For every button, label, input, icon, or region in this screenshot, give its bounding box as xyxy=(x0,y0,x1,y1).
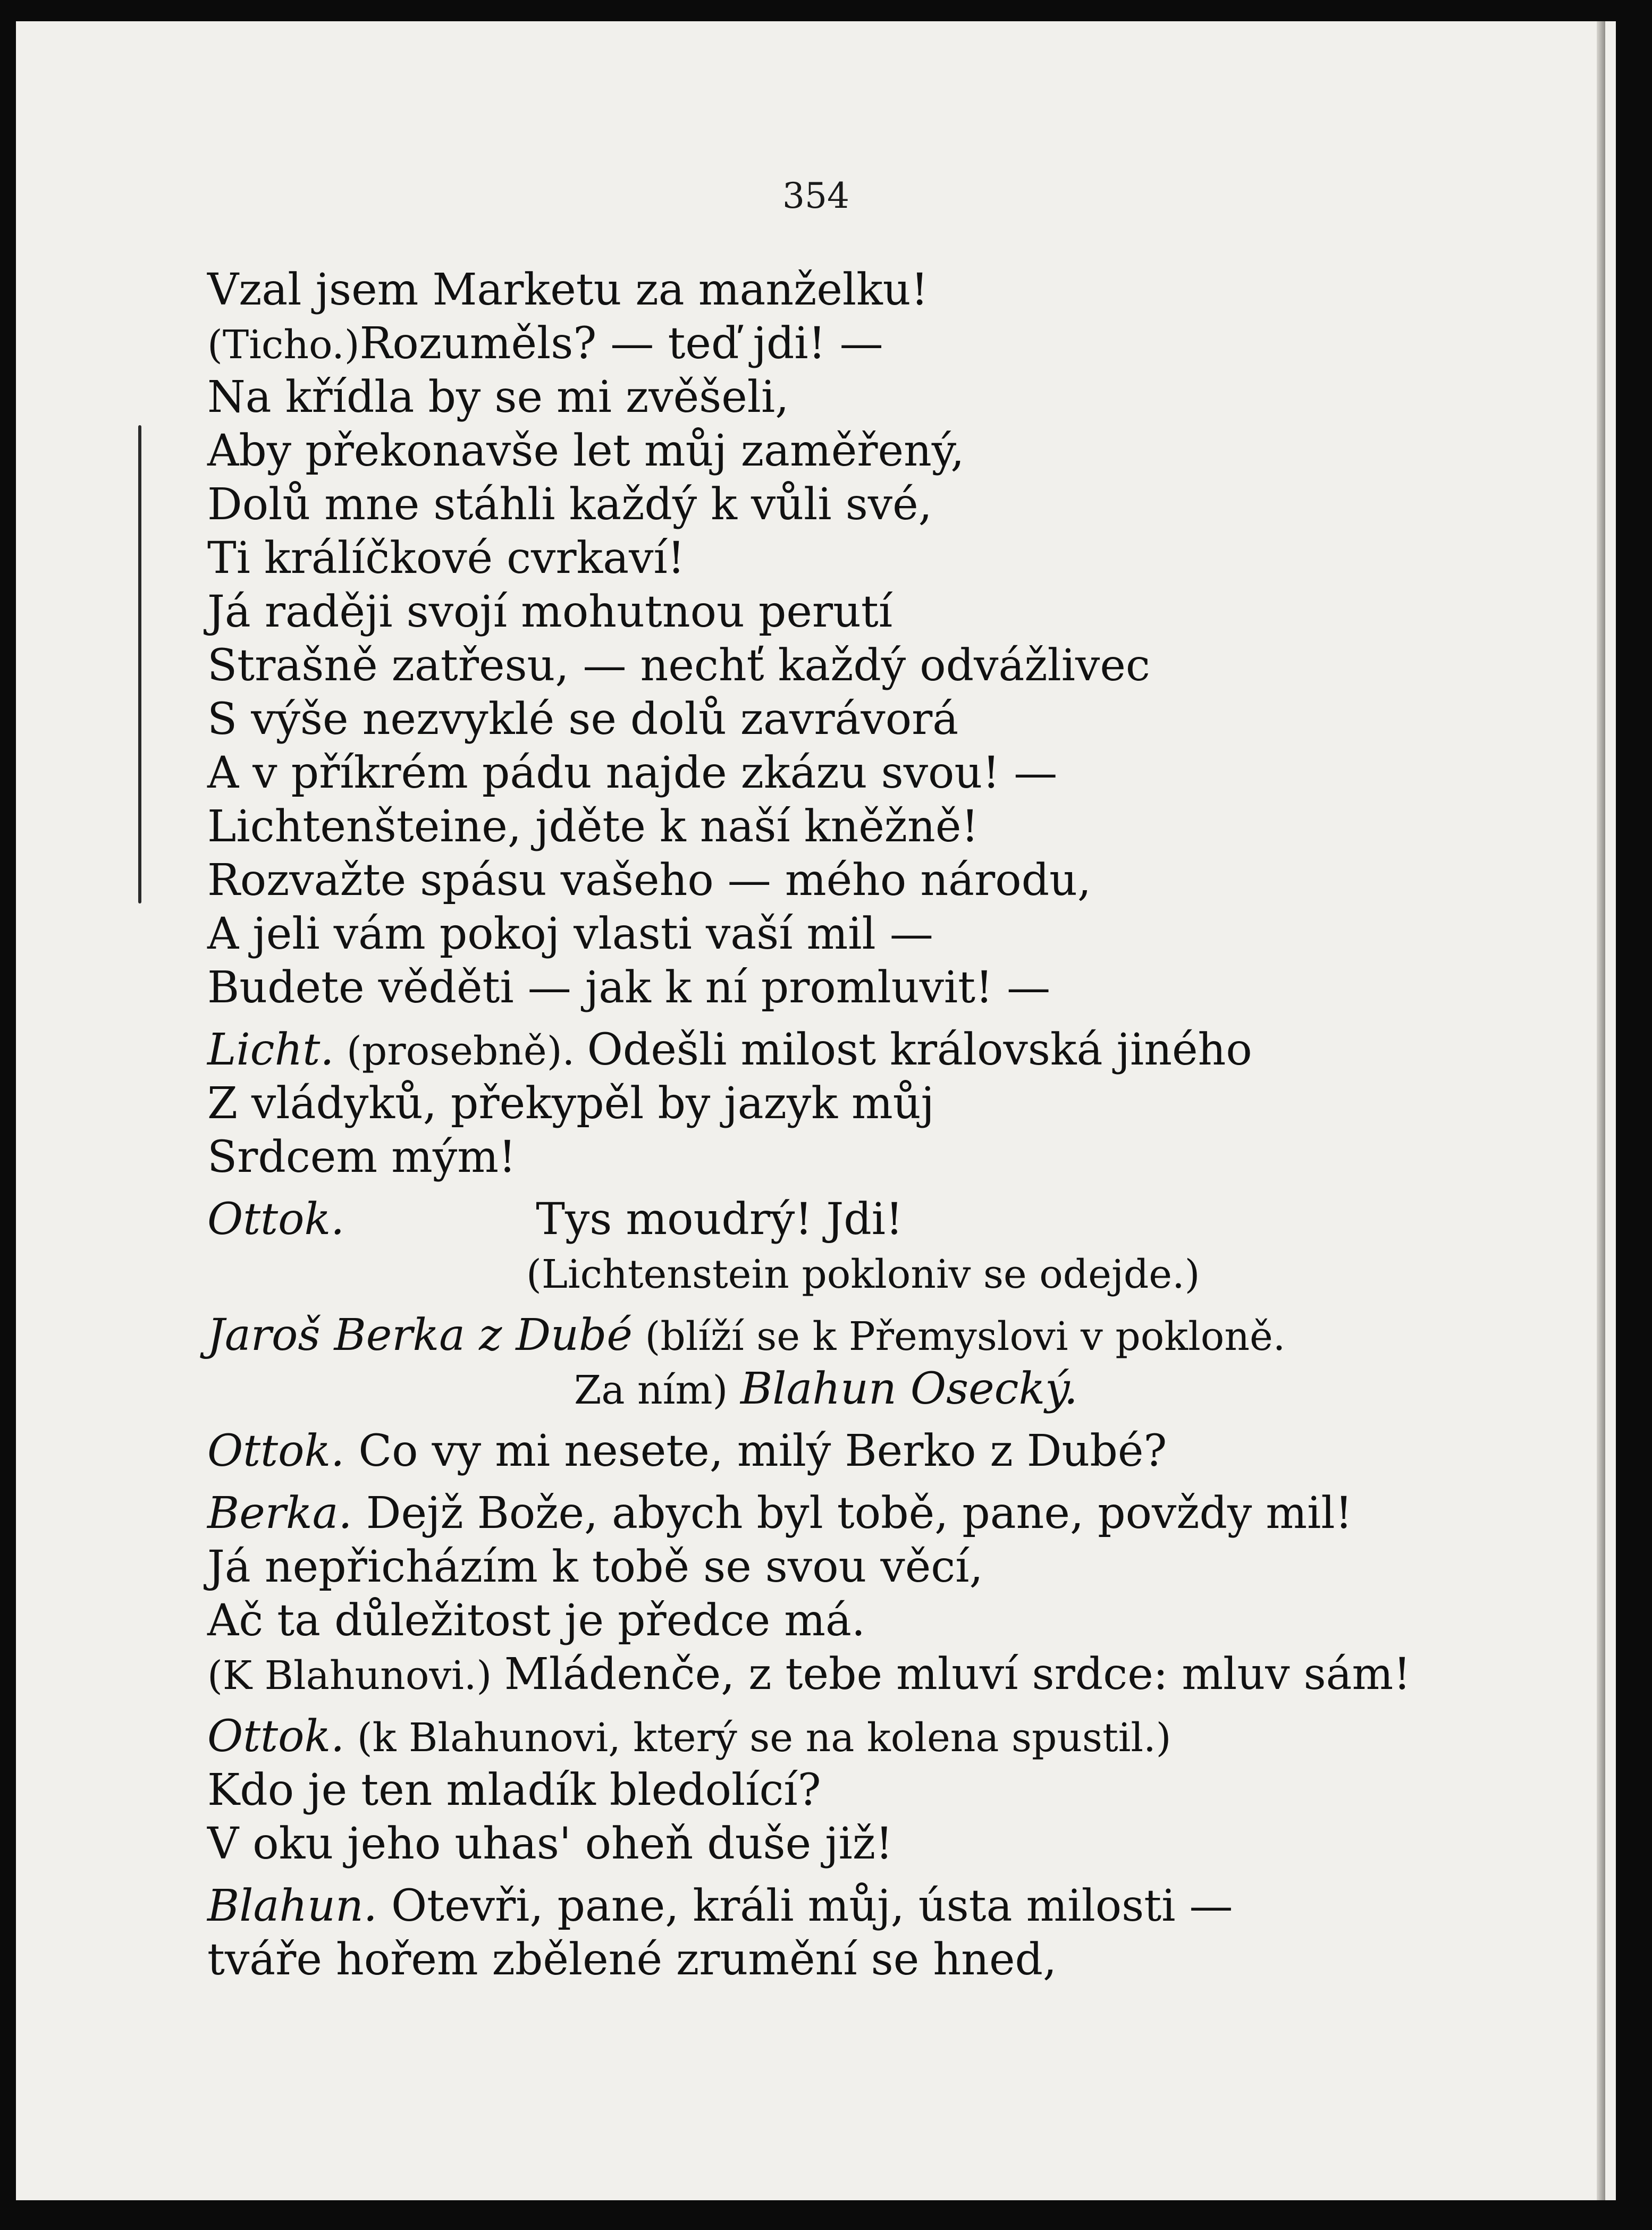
verse-text: tváře hořem zbělené zrumění se hned, xyxy=(207,1935,1057,1985)
speaker-name: Blahun. xyxy=(207,1881,377,1931)
text-line xyxy=(207,1933,1568,1987)
verse-text: S výše nezvyklé se dolů zavrávorá xyxy=(207,694,959,745)
text-line xyxy=(207,1763,1568,1817)
speaker-name: Blahun Osecký. xyxy=(740,1364,1078,1414)
verse-text: Dejž Bože, abych byl tobě, pane, povždy mil! xyxy=(352,1488,1353,1539)
text-line xyxy=(207,424,1568,478)
page-edge xyxy=(1597,21,1605,2200)
text-line xyxy=(207,1362,1568,1416)
verse-text: Rozvažte spásu vašeho — mého národu, xyxy=(207,855,1091,906)
verse-text: Já nepřicházím k tobě se svou věcí, xyxy=(207,1542,983,1592)
text-line xyxy=(207,478,1568,531)
text-line xyxy=(207,1879,1568,1933)
book-page xyxy=(16,21,1616,2200)
text-line xyxy=(207,1817,1568,1871)
text-line xyxy=(207,907,1568,961)
verse-text: Odešli milost královská jiného xyxy=(587,1025,1252,1075)
stage-direction: (blíží se k Přemyslovi v pokloně. xyxy=(632,1314,1286,1359)
verse-text: Budete věděti — jak k ní promluvit! — xyxy=(207,962,1051,1013)
verse-text: Mládenče, z tebe mluví srdce: mluv sám! xyxy=(504,1649,1411,1700)
verse-text: Na křídla by se mi zvěšeli, xyxy=(207,372,789,423)
text-line xyxy=(207,531,1568,585)
text-line xyxy=(207,1193,1568,1246)
verse-text: Já raději svojí mohutnou perutí xyxy=(207,587,893,637)
text-line xyxy=(207,692,1568,746)
stage-direction: (Ticho.) xyxy=(207,322,360,368)
verse-text: Vzal jsem Marketu za manželku! xyxy=(207,265,929,315)
verse-text: V oku jeho uhas' oheň duše již! xyxy=(207,1819,893,1869)
speaker-name: Berka. xyxy=(207,1488,352,1539)
text-line xyxy=(207,854,1568,907)
text-line xyxy=(207,317,1568,370)
verse-text: Tys moudrý! Jdi! xyxy=(536,1194,903,1245)
verse-text: Kdo je ten mladík bledolící? xyxy=(207,1765,821,1815)
text-line xyxy=(207,639,1568,692)
speaker-name: Licht. xyxy=(207,1025,334,1075)
text-line xyxy=(207,1594,1568,1648)
stage-direction: (K Blahunovi.) xyxy=(207,1653,504,1699)
verse-text: Aby překonavše let můj zaměřený, xyxy=(207,426,965,476)
speaker-name: Jaroš Berka z Dubé xyxy=(207,1310,633,1361)
stage-direction: (Lichtenstein pokloniv se odejde.) xyxy=(526,1252,1200,1297)
verse-text: Otevři, pane, králi můj, ústa milosti — xyxy=(377,1881,1233,1931)
verse-text: A v příkrém pádu najde zkázu svou! — xyxy=(207,748,1058,798)
verse-text: A jeli vám pokoj vlasti vaší mil — xyxy=(207,909,933,959)
text-line xyxy=(207,800,1568,854)
play-text xyxy=(207,263,1568,1987)
text-line xyxy=(207,1023,1568,1077)
speaker-name: Ottok. xyxy=(207,1194,345,1245)
stage-direction: Za ním) xyxy=(574,1367,740,1413)
text-line xyxy=(207,1540,1568,1594)
stage-direction: (k Blahunovi, který se na kolena spustil.) xyxy=(344,1715,1171,1761)
verse-text: Srdcem mým! xyxy=(207,1132,516,1182)
speaker-name: Ottok. xyxy=(207,1711,345,1762)
text-line xyxy=(207,746,1568,800)
verse-text: Ač ta důležitost je předce má. xyxy=(207,1595,865,1646)
margin-marker-line xyxy=(138,425,141,903)
verse-text: Lichtenšteine, jděte k naší kněžně! xyxy=(207,801,979,852)
text-line xyxy=(207,1246,1568,1300)
page-number: 354 xyxy=(782,175,849,216)
text-line xyxy=(207,1648,1568,1701)
text-line xyxy=(207,1424,1568,1478)
text-line xyxy=(207,1486,1568,1540)
text-line xyxy=(207,585,1568,639)
speaker-name: Ottok. xyxy=(207,1426,345,1476)
text-line xyxy=(207,1308,1568,1362)
verse-text: Dolů mne stáhli každý k vůli své, xyxy=(207,479,932,530)
stage-direction: (prosebně). xyxy=(334,1028,587,1074)
text-line xyxy=(207,1077,1568,1130)
text-line xyxy=(207,370,1568,424)
text-line xyxy=(207,961,1568,1015)
verse-text: Z vládyků, překypěl by jazyk můj xyxy=(207,1078,934,1129)
verse-text: Ti králíčkové cvrkaví! xyxy=(207,533,685,584)
text-line xyxy=(207,1710,1568,1763)
verse-text: Strašně zatřesu, — nechť každý odvážlivec xyxy=(207,640,1150,691)
verse-text: Co vy mi nesete, milý Berko z Dubé? xyxy=(344,1426,1167,1476)
verse-text: Rozuměls? — teď jdi! — xyxy=(359,318,883,369)
text-line xyxy=(207,263,1568,317)
text-line xyxy=(207,1130,1568,1184)
